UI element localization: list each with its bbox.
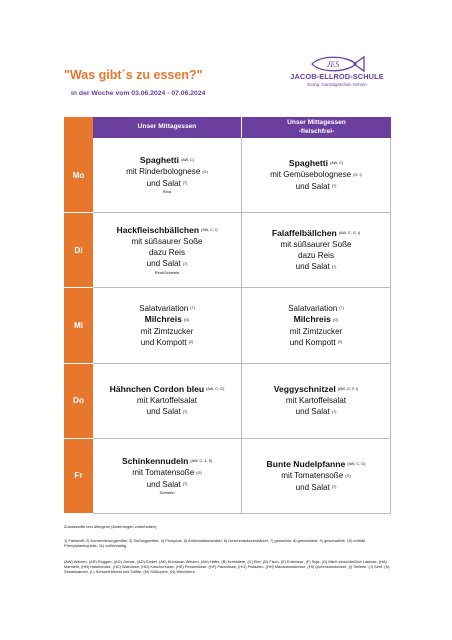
allergen-code: (7) [182,409,188,414]
day-label: Mo [64,138,93,213]
meat-type-note: Schwein [159,489,175,495]
meal-line [147,258,188,269]
allergen-code: (7) [331,484,337,489]
meal-text: und Salat [295,407,330,417]
allergen-code: (AW, C) [330,161,344,166]
logo-mark: JES [326,60,340,69]
meal-text: und Salat [146,407,181,417]
allergens-list: (AW) Weizen, (AR) Roggen, (AG) Gerste, (AD) Dinkel, (AK) Khorasan-Weizen, (AH) Hafer, (B) Krebstiere, (C) Eier, (D) Fisch, (E) Erdnüsse, (F) Soja, (G) Milch einschließlich Laktose, (HA) Mandeln, (HB) Haselnüsse, (HC) Walnüsse, (HD) Kaschunüsse, (HE) Pecannüsse, (HF) Paranüsse, (HG) Pistazien, (HH) Macadamianüsse, (HI) Queenslandnüsse, (I) Sellerie, (J) Senf, (K) Sesamsamen, (L) Schwefeldioxid und Sulfite, (M) Süßlupine, (N) Weichtiere. [64,559,390,575]
allergen-intro: Zusatzstoffe und Allergene (Änderungen vorbehalten): [64,524,158,529]
week-range: in der Woche vom 03.06.2024 - 07.06.2024 [71,90,206,97]
meal-text: Salatvariation [288,303,338,313]
meal-text: Falaffelbällchen [271,227,337,238]
day-label: Di [64,213,93,288]
menu-table [64,117,391,514]
allergen-code: (7) [331,184,337,189]
meal-text: Spaghetti [139,155,179,166]
meal-line [131,236,202,247]
school-logo [282,54,392,94]
meal-line [122,456,212,467]
meal-line [290,326,343,337]
meal-line [270,169,362,180]
meal-line [147,178,188,189]
meal-text: und Kompott [140,337,187,347]
meal-line [149,247,185,258]
allergen-code: (AW, C, 4, 5) [190,459,212,464]
meal-line [272,228,360,239]
meal-text: Salatvariation [139,303,189,313]
meal-line [289,158,343,169]
meal-text: Schinkennudeln [122,455,189,466]
meal-line [145,314,190,325]
meat-type-note: Rind/Schwein [154,269,180,275]
meal-text: und Salat [295,482,330,492]
meal-line [296,181,337,192]
meal-line [126,166,208,177]
allergen-code: (7) [331,264,337,269]
meal-line [296,261,337,272]
meal-line [296,406,337,417]
allergen-code: (AW, C, G, I) [338,231,361,236]
meal-line [132,467,201,478]
meal-cell-regular [93,138,242,213]
meal-text: mit Zimtzucker [289,326,343,336]
allergen-code: (AW, C, I) [201,228,218,233]
meal-text: Bunte Nudelpfanne [266,458,346,469]
meal-line [296,482,337,493]
logo-school-name: JACOB-ELLROD-SCHULE [290,72,384,81]
meal-text: mit Tomatensoße [281,471,344,481]
meal-text: und Salat [146,259,181,269]
meal-line [110,384,225,395]
meal-text: mit Rinderbolognese [126,167,201,177]
meal-line [117,225,218,236]
meal-text: Veggyschnitzel [273,383,336,394]
meal-text: mit Zimtzucker [140,326,194,336]
allergen-code: (AW, G, F, I) [337,387,359,392]
allergen-code: (AW, C, G) [347,462,366,467]
column-header-regular: Unser Mittagessen [93,117,242,138]
meal-cell-regular [93,288,242,363]
meal-text: dazu Reis [149,248,185,258]
allergen-code: (AW, C) [181,158,195,163]
meal-line [274,384,359,395]
meal-line [147,406,188,417]
meal-line [290,337,343,348]
meal-text: Milchreis [144,314,182,325]
allergen-code: (7) [182,181,188,186]
meal-text: mit Gemüsebolognese [270,170,352,180]
meal-text: und Salat [146,178,181,188]
allergen-code: (G) [202,169,208,174]
logo-subtitle: Evang. Ganztagsschule Gehren [307,82,367,87]
meal-text: dazu Reis [298,251,334,261]
page-title: "Was gibt´s zu essen?" [64,68,203,82]
meal-cell-vegetarian [242,138,391,213]
meal-line [139,303,195,314]
allergen-code: (7) [190,306,195,311]
allergen-code: (G) [332,317,339,322]
allergen-code: (G) [196,470,202,475]
meal-text: Hähnchen Cordon bleu [109,383,205,394]
meal-cell-vegetarian [242,288,391,363]
allergen-code: (G) [345,473,351,478]
meal-cell-vegetarian [242,439,391,514]
meal-line [141,337,194,348]
allergen-code: (AW, C, G) [206,387,225,392]
meal-cell-regular [93,439,242,514]
meal-text: und Salat [146,479,181,489]
allergen-code: (7) [182,481,188,486]
additives-list: 1) Farbstoff, 2) Konservierungsmittel, 3) Süßungsmittel, 4) Phosphat, 5) Antioxidationsmittel, 6) Geschmacksverstärker, 7) gewachst, 8) geschwärzt, 9) geschwefelt, 10) enthält Phenylalaninquelle, 11) coffeinhaltig. [64,538,366,549]
meat-type-note: Rind [162,189,172,195]
day-label: Fr [64,439,93,514]
allergen-code: (G) [183,317,190,322]
allergen-code: (2) [188,340,194,344]
meal-cell-vegetarian [242,364,391,439]
day-label: Mi [64,288,93,363]
meal-line [137,395,197,406]
meal-cell-vegetarian [242,213,391,288]
meal-text: Milchreis [293,314,331,325]
meal-line [280,239,351,250]
meal-line [288,303,344,314]
meal-cell-regular [93,364,242,439]
table-corner [64,117,93,138]
day-label: Do [64,364,93,439]
meal-line [141,326,194,337]
allergen-code: (2) [337,340,343,344]
meal-text: mit süßsaurer Soße [131,237,203,247]
meal-line [267,459,366,470]
column-header-vegetarian: Unser Mittagessen -fleischfrei- [242,117,391,138]
meal-text: und Kompott [289,337,336,347]
meal-text: mit süßsaurer Soße [280,240,352,250]
meal-text: mit Kartoffelsalat [285,396,347,406]
meal-text: mit Tomatensoße [132,468,195,478]
allergen-code: (7) [339,306,344,311]
meal-text: und Salat [295,181,330,191]
meal-line [281,470,350,481]
allergen-code: (7) [331,409,337,414]
meal-line [147,479,188,490]
meal-line [140,155,194,166]
meal-line [286,395,346,406]
meal-line [294,314,339,325]
meal-text: und Salat [295,262,330,272]
meal-text: Hackfleischbällchen [116,224,200,235]
fish-logo-icon [306,54,368,74]
meal-line [298,250,334,261]
meal-text: mit Kartoffelsalat [136,396,198,406]
meal-text: Spaghetti [288,158,328,169]
allergen-code: (G, I) [353,172,362,177]
meal-cell-regular [93,213,242,288]
allergen-code: (7) [182,261,188,266]
